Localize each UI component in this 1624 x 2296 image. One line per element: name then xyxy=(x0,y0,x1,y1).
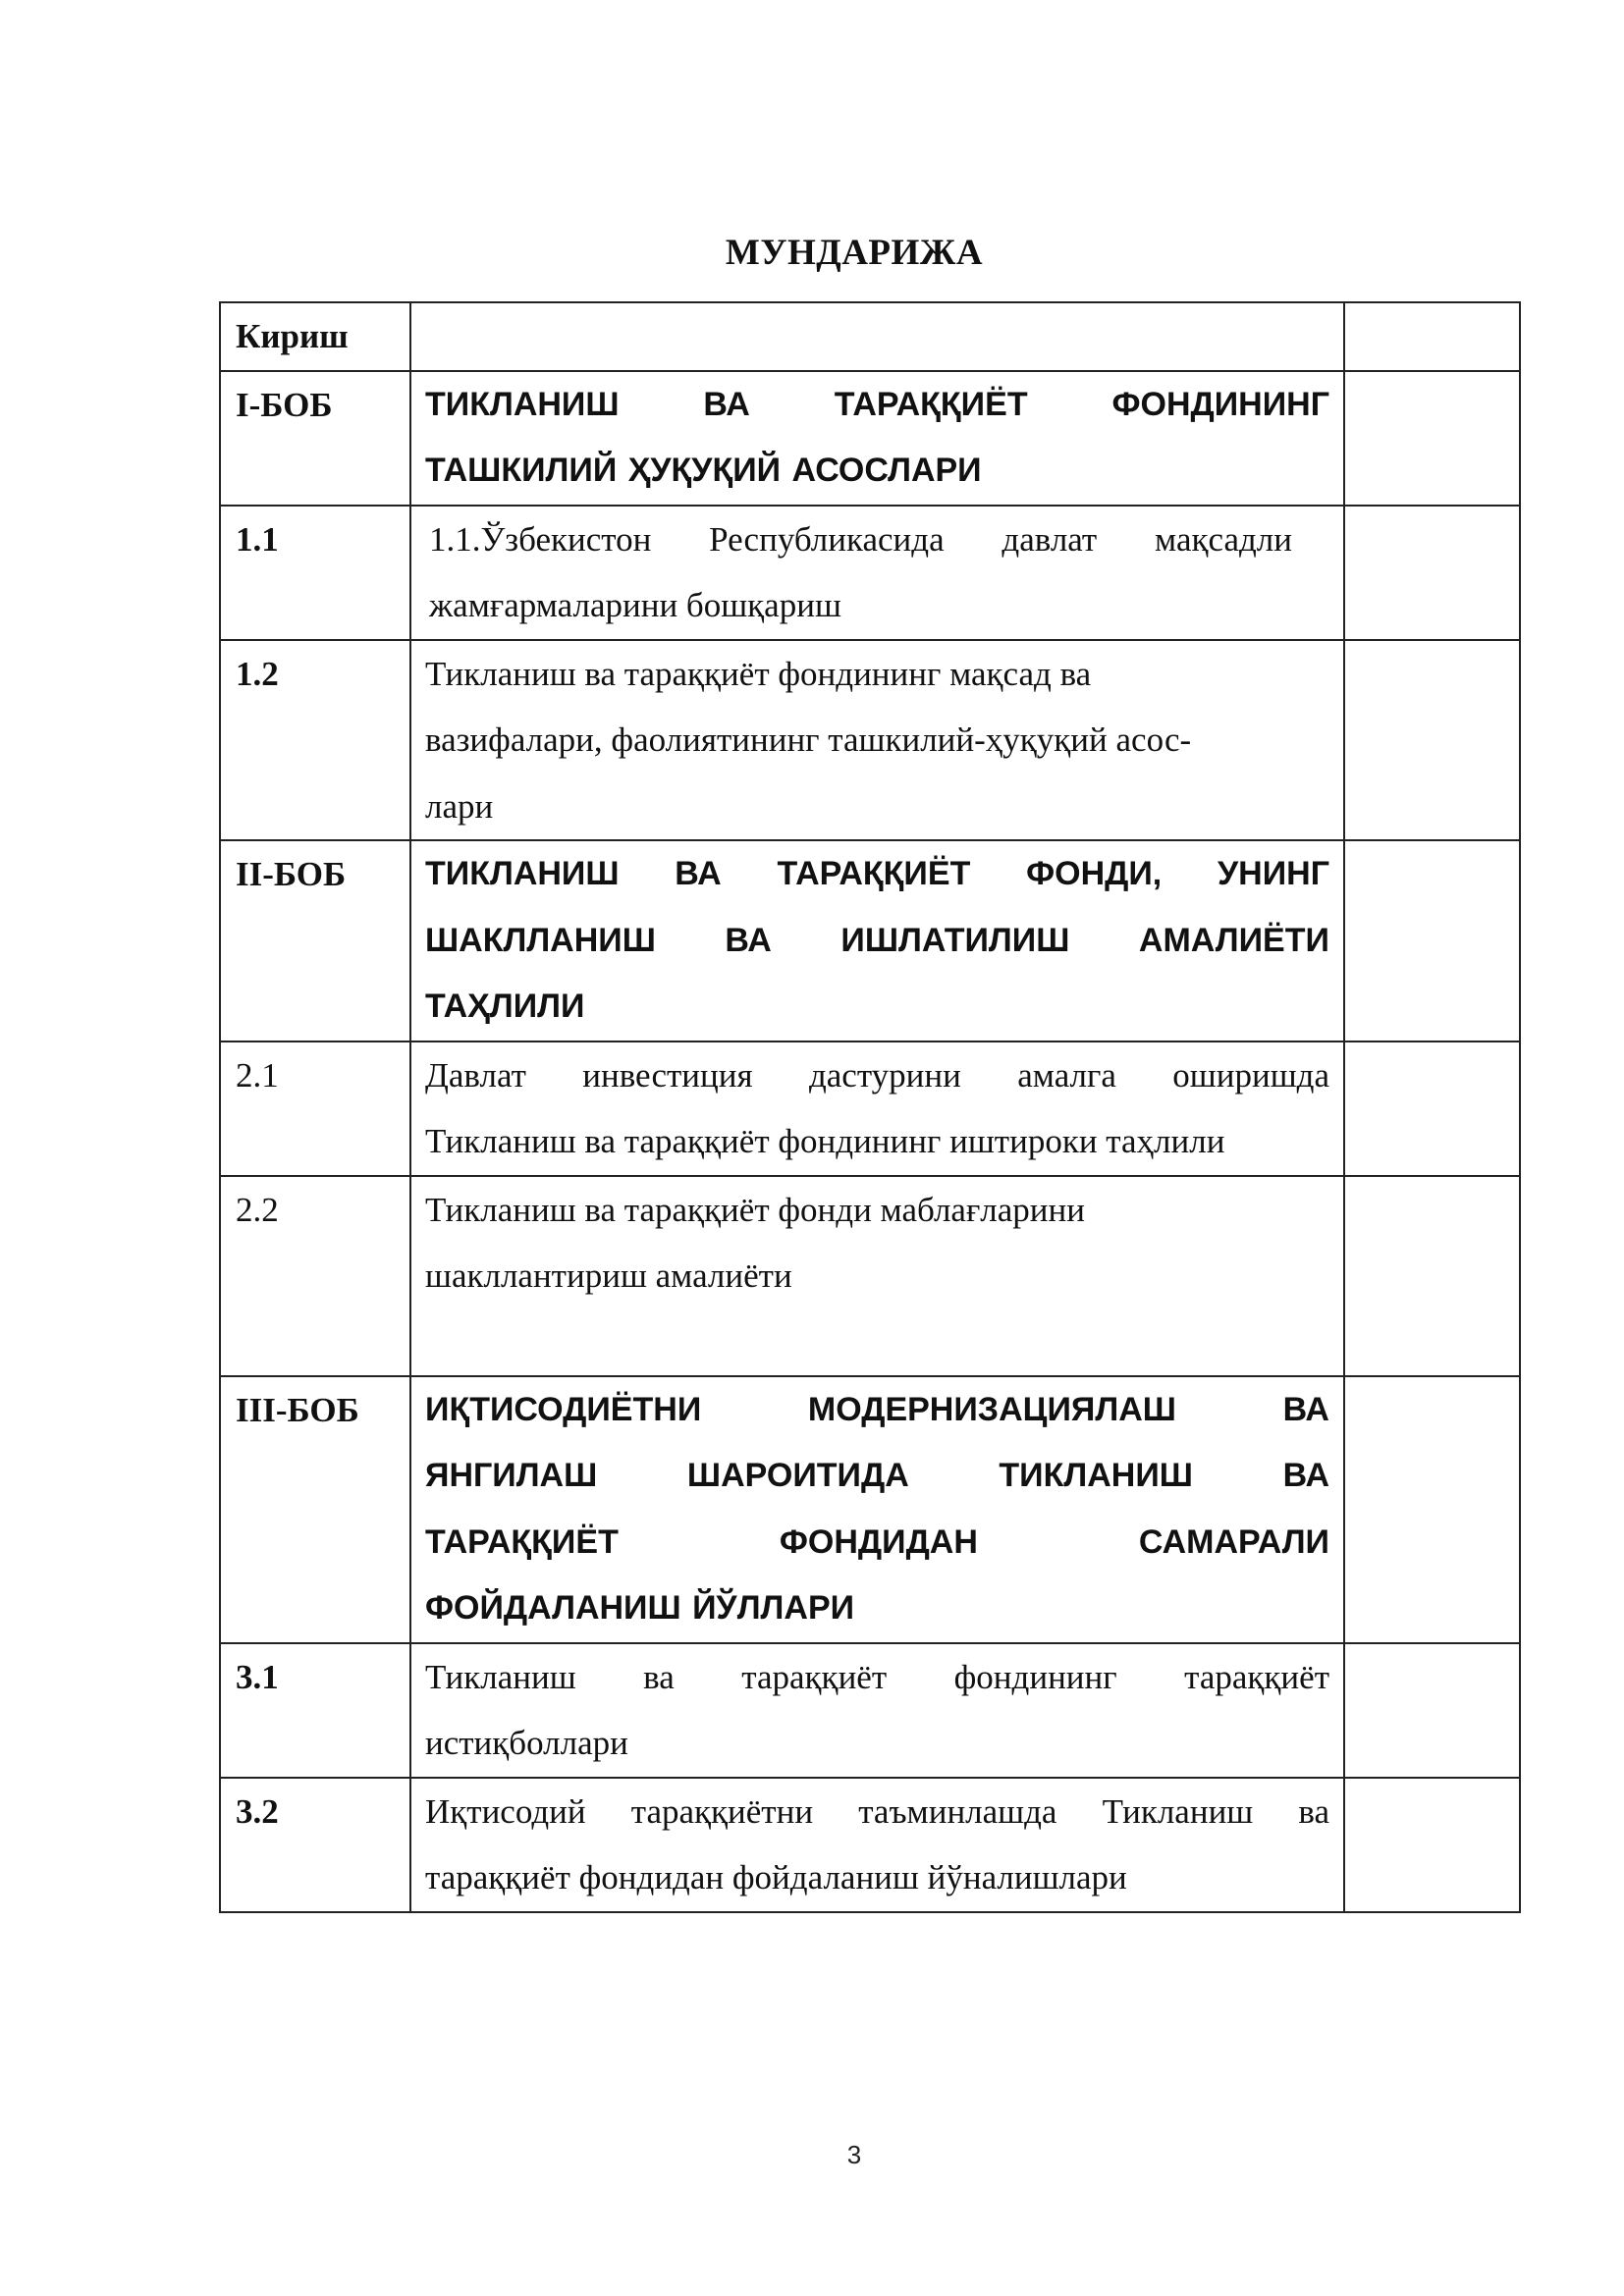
toc-section-number: II-БОБ xyxy=(220,840,410,1041)
toc-row-section-3-1 xyxy=(220,1643,1520,1778)
toc-page-number xyxy=(1344,1376,1520,1643)
toc-page-number xyxy=(1344,302,1520,371)
toc-title-line: тараққиёт фондидан фойдаланиш йўналишлари xyxy=(425,1858,1127,1896)
toc-title-line: шакллантириш амалиёти xyxy=(425,1256,792,1295)
page-number: 3 xyxy=(846,2140,862,2169)
toc-title-line: Тикланиш ва тараққиёт фонди маблағларини xyxy=(425,1190,1085,1229)
toc-section-title xyxy=(410,1376,1344,1643)
toc-row-section-2-2 xyxy=(220,1176,1520,1376)
toc-row-section-3-2 xyxy=(220,1778,1520,1912)
toc-section-number: 1.2 xyxy=(220,640,410,841)
toc-page-number xyxy=(1344,371,1520,506)
toc-title-line: Тикланиш ва тараққиёт фондининг тараққиёт xyxy=(425,1657,1329,1696)
toc-page-number xyxy=(1344,1041,1520,1176)
toc-title-line: ФОЙДАЛАНИШ ЙЎЛЛАРИ xyxy=(425,1589,855,1627)
toc-section-title xyxy=(410,302,1344,371)
toc-page-number xyxy=(1344,1176,1520,1376)
toc-section-number: 1.1 xyxy=(220,506,410,640)
toc-title-line: ИҚТИСОДИЁТНИ МОДЕРНИЗАЦИЯЛАШ ВА xyxy=(425,1390,1329,1428)
toc-title-line: Тикланиш ва тараққиёт фондининг мақсад ва xyxy=(425,654,1092,693)
toc-title-line: ШАКЛЛАНИШ ВА ИШЛАТИЛИШ АМАЛИЁТИ xyxy=(425,921,1329,959)
toc-section-number: 3.2 xyxy=(220,1778,410,1912)
toc-title-line: лари xyxy=(425,786,494,826)
toc-title-line: истиқболлари xyxy=(425,1724,628,1762)
toc-row-chapter-2 xyxy=(220,840,1520,1041)
toc-title-line: ЯНГИЛАШ ШАРОИТИДА ТИКЛАНИШ ВА xyxy=(425,1457,1329,1494)
toc-section-title xyxy=(410,1041,1344,1176)
toc-page-number xyxy=(1344,1643,1520,1778)
toc-row-section-1-2 xyxy=(220,640,1520,841)
toc-title-line: ТАШКИЛИЙ ҲУҚУҚИЙ АСОСЛАРИ xyxy=(425,452,982,489)
toc-section-title xyxy=(410,371,1344,506)
page-title: МУНДАРИЖА xyxy=(725,233,984,273)
toc-row-introduction xyxy=(220,302,1520,371)
toc-title-line: жамғармаларини бошқариш xyxy=(429,586,841,624)
toc-row-chapter-1 xyxy=(220,371,1520,506)
toc-section-title xyxy=(410,640,1344,841)
toc-title-line: Иқтисодий тараққиётни таъминлашда Тикланиш ва xyxy=(425,1791,1329,1831)
toc-section-number: 2.1 xyxy=(220,1041,410,1176)
toc-page-number xyxy=(1344,506,1520,640)
toc-page-number xyxy=(1344,840,1520,1041)
toc-title-line: ТАҲЛИЛИ xyxy=(425,988,585,1025)
toc-row-section-1-1 xyxy=(220,506,1520,640)
toc-section-number: III-БОБ xyxy=(220,1376,410,1643)
toc-section-number: I-БОБ xyxy=(220,371,410,506)
toc-title-line: Давлат инвестиция дастурини амалга оширишда xyxy=(425,1055,1329,1095)
toc-title-line: ТИКЛАНИШ ВА ТАРАҚҚИЁТ ФОНДИ, УНИНГ xyxy=(425,855,1329,892)
toc-section-number: 3.1 xyxy=(220,1643,410,1778)
toc-section-title xyxy=(410,840,1344,1041)
toc-row-section-2-1 xyxy=(220,1041,1520,1176)
toc-page-number xyxy=(1344,1778,1520,1912)
toc-title-line: Тикланиш ва тараққиёт фондининг иштироки таҳлили xyxy=(425,1122,1225,1160)
toc-section-title xyxy=(410,506,1344,640)
toc-section-title xyxy=(410,1176,1344,1376)
toc-row-chapter-3 xyxy=(220,1376,1520,1643)
toc-title-line: 1.1.Ўзбекистон Республикасида давлат мақсадли xyxy=(429,519,1292,559)
table-of-contents xyxy=(219,301,1521,1913)
toc-page-number xyxy=(1344,640,1520,841)
toc-section-number: 2.2 xyxy=(220,1176,410,1376)
toc-section-number: Кириш xyxy=(220,302,410,371)
toc-title-line: ТАРАҚҚИЁТ ФОНДИДАН САМАРАЛИ xyxy=(425,1522,1329,1561)
toc-title-line: вазифалари, фаолиятининг ташкилий-ҳуқуқий асос- xyxy=(425,721,1192,759)
toc-section-title xyxy=(410,1643,1344,1778)
toc-section-title xyxy=(410,1778,1344,1912)
toc-title-line: ТИКЛАНИШ ВА ТАРАҚҚИЁТ ФОНДИНИНГ xyxy=(425,385,1329,423)
